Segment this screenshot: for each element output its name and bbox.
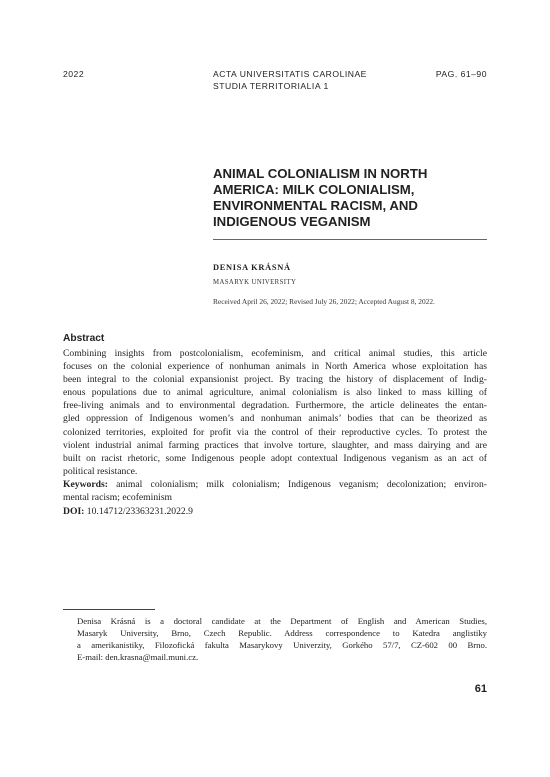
header-year: 2022	[63, 69, 85, 79]
title-divider	[213, 239, 487, 240]
abstract-line: gled oppression of Indigenous women’s and nonhuman animals’ bodies that can be theorized as	[63, 413, 487, 425]
received-dates: Received April 26, 2022; Revised July 26, 2022; Accepted August 8, 2022.	[213, 297, 435, 306]
doi-label: DOI:	[63, 506, 85, 517]
article-title-line: ANIMAL COLONIALISM IN NORTH	[213, 166, 428, 181]
abstract-line: focuses on the colonial experience of nonhuman animals in North America whose exploitation has	[63, 361, 487, 373]
author-name: DENISA KRÁSNÁ	[213, 263, 291, 272]
doi-value[interactable]: 10.14712/23363231.2022.9	[84, 506, 193, 517]
page-number: 61	[474, 683, 487, 695]
article-title-line: ENVIRONMENTAL RACISM, AND	[213, 198, 418, 213]
header-journal-line2: STUDIA TERRITORIALIA 1	[213, 81, 329, 91]
author-footnote	[77, 615, 487, 663]
article-title	[213, 166, 503, 230]
doi	[63, 505, 193, 518]
keywords	[63, 478, 487, 504]
footnote-line: E-mail: den.krasna@mail.muni.cz.	[77, 652, 199, 663]
abstract-line: built on racist rhetoric, some Indigenous people adopt contextual Indigenous veganism as an act of	[63, 452, 487, 464]
abstract-line: been integral to the colonial expansionist project. By tracing the history of displacement of Indig-	[63, 374, 487, 386]
article-title-line: AMERICA: MILK COLONIALISM,	[213, 182, 415, 197]
abstract-line: political resistance.	[63, 465, 138, 477]
keywords-label: Keywords:	[63, 479, 108, 490]
abstract-line: enous populations due to animal agriculture, animal colonialism is also linked to mass killing of	[63, 387, 487, 399]
footnote-line: Masaryk University, Brno, Czech Republic. Address correspondence to Katedra anglistiky	[77, 628, 487, 639]
keywords-line	[63, 478, 487, 491]
abstract-body	[63, 347, 487, 478]
abstract-line: violent industrial animal farming practices that involve torture, slaughter, and mass dairying and are	[63, 439, 487, 451]
header-pages: PAG. 61–90	[435, 69, 487, 79]
keywords-line: mental racism; ecofeminism	[63, 492, 173, 504]
article-title-line: INDIGENOUS VEGANISM	[213, 214, 371, 229]
header-journal	[213, 68, 367, 92]
abstract-heading: Abstract	[63, 333, 105, 344]
author-affiliation: MASARYK UNIVERSITY	[213, 279, 297, 286]
abstract-line: colonized territories, exploited for profit via the control of their reproductive cycles. To protest the	[63, 426, 487, 438]
footnote-line: a amerikanistiky, Filozofická fakulta Masarykovy Univerzity, Gorkého 57/7, CZ-602 00 Brno.	[77, 640, 487, 651]
header-journal-line1: ACTA UNIVERSITATIS CAROLINAE	[213, 69, 367, 79]
abstract-line: Combining insights from postcolonialism, ecofeminism, and critical animal studies, this article	[63, 348, 487, 359]
footnote-line: Denisa Krásná is a doctoral candidate at the Department of English and American Studies,	[77, 616, 487, 626]
keywords-text: animal colonialism; milk colonialism; Indigenous veganism; decolonization; environ-	[107, 479, 487, 490]
abstract-line: free-living animals and to environmental degradation. Furthermore, the article delineates the entan-	[63, 400, 487, 412]
footnote-divider	[63, 609, 155, 610]
